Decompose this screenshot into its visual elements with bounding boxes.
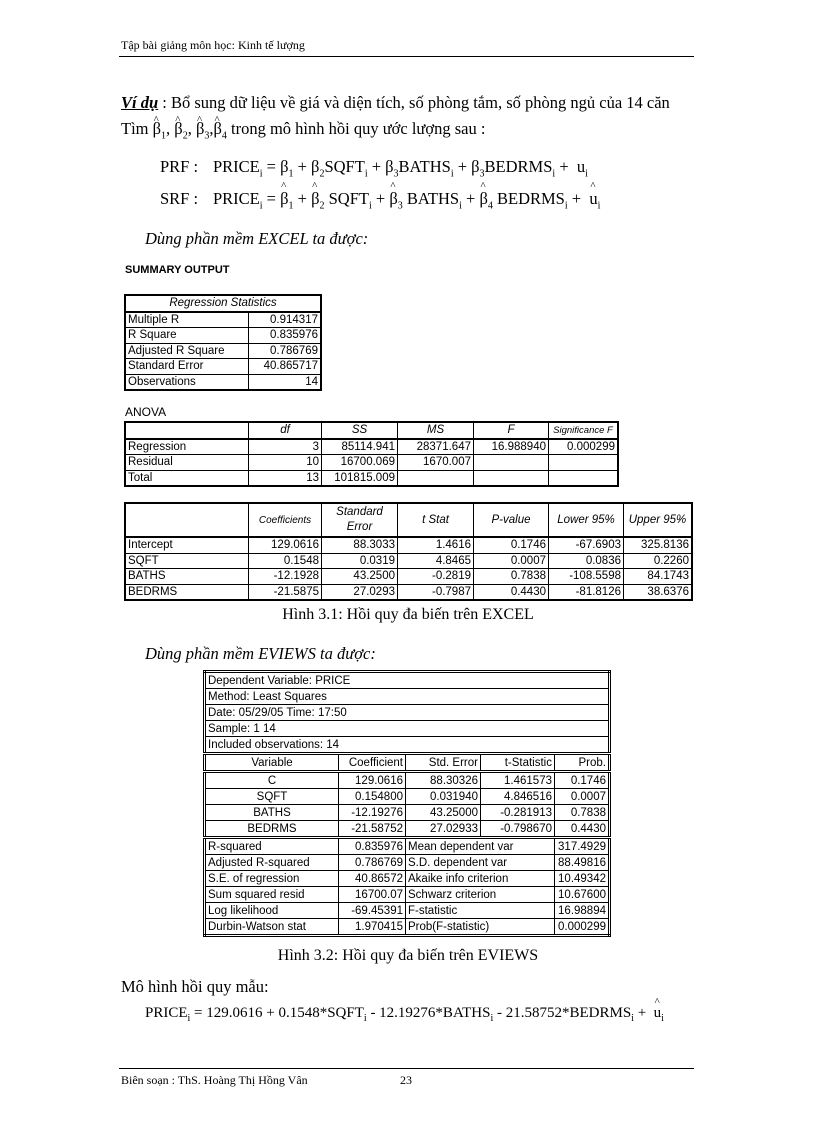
table-row: Log likelihood -69.45391 F-statistic 16.98894 (205, 903, 610, 919)
table-row: Standard Error 40.865717 (125, 359, 321, 375)
table-row: Observations 14 (125, 374, 321, 390)
table-row: Dependent Variable: PRICE (205, 672, 610, 689)
table-row: Sample: 1 14 (205, 721, 610, 737)
intro-line-1 (121, 91, 701, 115)
table-header-row: Variable Coefficient Std. Error t-Statistic Prob. (205, 754, 610, 772)
excel-heading: Dùng phần mềm EXCEL ta được: (145, 229, 369, 248)
table-row: Regression 3 85114.941 28371.647 16.988940 0.000299 (125, 439, 618, 455)
table-row: Adjusted R Square 0.786769 (125, 343, 321, 359)
table-row: Total 13 101815.009 (125, 470, 618, 486)
coefficients-table: Coefficients Standard Error t Stat P-value Lower 95% Upper 95% Intercept 129.0616 88.3033 1.4616 0.1746 -67.6903 325.8136 SQFT 0.1548 0.0319 4.8465 0.0007 0.0836 0.2260 BATHS -12.1928 43.2500 -0.2819 0.7838 -108.5598 84.1743 BEDRMS -21.5875 27.0293 -0.7987 0.4430 -81.8126 38.6376 (124, 502, 693, 601)
sample-model-label: Mô hình hồi quy mẫu: (121, 977, 269, 996)
table-row: Multiple R 0.914317 (125, 312, 321, 328)
eviews-output-table (203, 670, 611, 937)
table-row: Adjusted R-squared 0.786769 S.D. dependent var 88.49816 (205, 855, 610, 871)
sample-model-formula: $PRICE_i = 129.0616$ + $0.1548*SQFT_i$ - $12.19276*BATHS_i$ - $21.58752*BEDRMS_i$ + ^ $u_i$ (145, 1005, 664, 1024)
table-row: R Square 0.835976 (125, 328, 321, 344)
table-row: Residual 10 16700.069 1670.007 (125, 455, 618, 471)
anova-title: ANOVA (125, 405, 167, 419)
table-row: BATHS -12.1928 43.2500 -0.2819 0.7838 -108.5598 84.1743 (125, 569, 692, 585)
table-row: SQFT 0.154800 0.031940 4.846516 0.0007 (205, 789, 610, 805)
table-row: S.E. of regression 40.86572 Akaike info criterion 10.49342 (205, 871, 610, 887)
table-row: Durbin-Watson stat 1.970415 Prob(F-statistic) 0.000299 (205, 919, 610, 936)
table-row: Included observations: 14 (205, 737, 610, 754)
footer-rule (119, 1068, 694, 1069)
table-row: BEDRMS -21.58752 27.02933 -0.798670 0.4430 (205, 821, 610, 838)
anova-table: df SS MS F Significance F Regression 3 85114.941 28371.647 16.988940 0.000299 Residual 10 16700.069 1670.007 Total 13 101815.009 (124, 421, 619, 487)
table-row: BEDRMS -21.5875 27.0293 -0.7987 0.4430 -81.8126 38.6376 (125, 584, 692, 600)
table-row: C 129.0616 88.30326 1.461573 0.1746 (205, 772, 610, 789)
prf-formula: PRF : $PRICE_i = \beta_1$ + $\beta_2SQFT_i$ + $\beta_3BATHS_i$ + $\beta_3BEDRMS_i + u_i$ (160, 157, 588, 180)
table-row: Date: 05/29/05 Time: 17:50 (205, 705, 610, 721)
page-header: Tập bài giảng môn học: Kinh tế lượng (121, 38, 305, 52)
intro-line-2: Tìm ^ $\beta_1$, ^ $\beta_2$, ^ $\beta_3,\^{}$ $\beta_4$ trong mô hình hồi quy ước lượng sau : (121, 117, 485, 148)
example-text: : Bổ sung dữ liệu về giá và diện tích, số phòng tắm, số phòng ngủ của 14 căn (158, 93, 670, 112)
table-row: Intercept 129.0616 88.3033 1.4616 0.1746 -67.6903 325.8136 (125, 537, 692, 553)
table-row: Sum squared resid 16700.07 Schwarz criterion 10.67600 (205, 887, 610, 903)
srf-formula: SRF : $PRICE_i$ = ^ $\beta_1$ + ^ $\beta_2$ $SQFT_i$ + ^ $\beta_3$ $BATHS_i$ + ^ $\beta_4$ $BEDRMS_i$ + ^ $u_i$ (160, 189, 600, 211)
page-number: 23 (400, 1073, 412, 1087)
summary-output-title: SUMMARY OUTPUT (125, 264, 230, 276)
table-row: SQFT 0.1548 0.0319 4.8465 0.0007 0.0836 0.2260 (125, 553, 692, 569)
footer-author: Biên soạn : ThS. Hoàng Thị Hồng Vân (121, 1073, 308, 1087)
table-row: BATHS -12.19276 43.25000 -0.281913 0.7838 (205, 805, 610, 821)
example-label: Ví dụ (121, 93, 159, 112)
figure-caption-1: Hình 3.1: Hồi quy đa biến trên EXCEL (282, 606, 534, 623)
regression-stats-table: Regression Statistics Multiple R 0.914317 R Square 0.835976 Adjusted R Square 0.786769 Standard Error 40.865717 Observations 14 (124, 294, 322, 391)
eviews-heading: Dùng phần mềm EVIEWS ta được: (145, 644, 376, 663)
figure-caption-2: Hình 3.2: Hồi quy đa biến trên EVIEWS (277, 947, 539, 964)
table-row: R-squared 0.835976 Mean dependent var 317.4929 (205, 838, 610, 855)
header-rule (119, 56, 694, 57)
table-row: Method: Least Squares (205, 689, 610, 705)
